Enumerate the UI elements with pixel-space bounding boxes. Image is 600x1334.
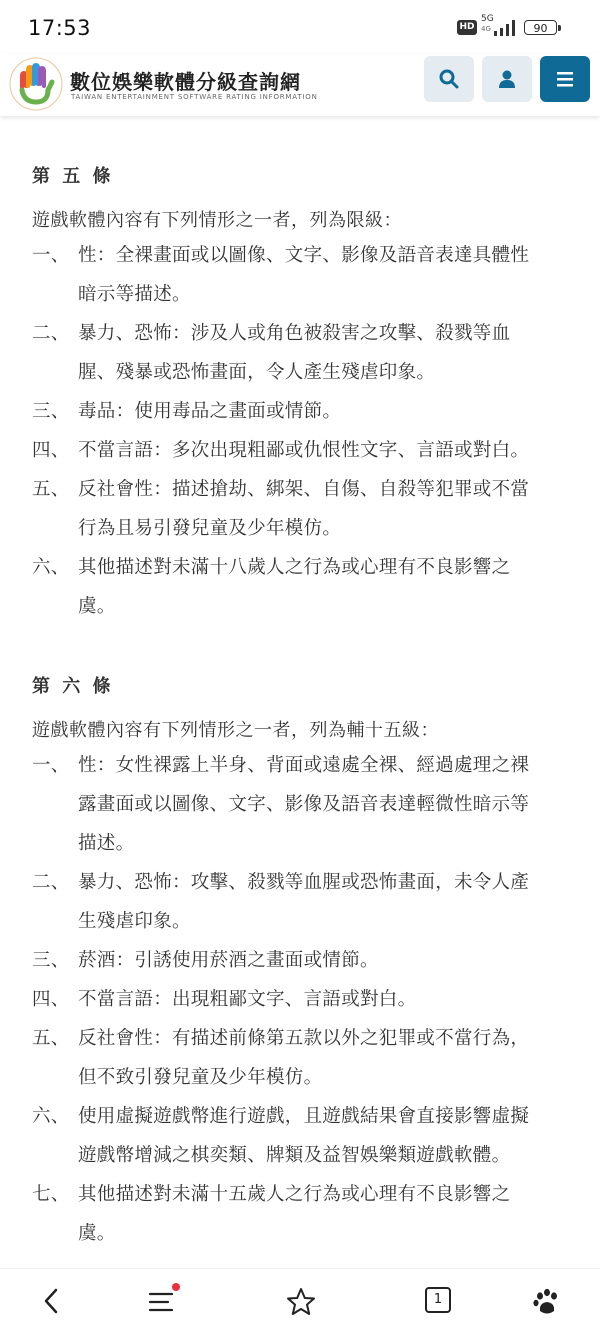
item-text: 毒品：使用毒品之畫面或情節。 — [78, 401, 342, 422]
item-text: 暴力、恐怖：涉及人或角色被殺害之攻擊、殺戮等血 — [78, 323, 511, 344]
list-item — [32, 1019, 572, 1097]
item-text: 不當言語：多次出現粗鄙或仇恨性文字、言語或對白。 — [78, 440, 530, 461]
list-item — [32, 746, 572, 863]
item-number: 七、 — [32, 1184, 70, 1205]
item-text: 腥、殘暴或恐怖畫面，令人產生殘虐印象。 — [78, 362, 436, 383]
item-text: 描述。 — [78, 833, 135, 854]
article-6 — [32, 672, 572, 1253]
article-items — [32, 236, 572, 626]
search-icon — [438, 68, 460, 90]
site-subtitle: TAIWAN ENTERTAINMENT SOFTWARE RATING INFORMATION — [71, 93, 318, 101]
site-header — [0, 54, 600, 116]
item-text: 其他描述對未滿十五歲人之行為或心理有不良影響之 — [78, 1184, 511, 1205]
status-bar — [0, 0, 600, 54]
item-text: 暴力、恐怖：攻擊、殺戮等血腥或恐怖畫面，未令人產 — [78, 872, 530, 893]
item-text: 遊戲幣增減之棋奕類、牌類及益智娛樂類遊戲軟體。 — [78, 1145, 511, 1166]
battery-indicator: 90 — [524, 20, 557, 35]
list-item — [32, 470, 572, 548]
item-number: 一、 — [32, 245, 70, 266]
list-item — [32, 941, 572, 980]
list-item — [32, 236, 572, 314]
site-logo-icon[interactable] — [8, 56, 64, 112]
item-text: 但不致引發兒童及少年模仿。 — [78, 1067, 323, 1088]
list-item — [32, 1175, 572, 1253]
clock: 17:53 — [28, 16, 92, 40]
network-subtype: 4G — [481, 25, 491, 33]
list-item — [32, 392, 572, 431]
item-number: 二、 — [32, 323, 70, 344]
list-item — [32, 431, 572, 470]
item-text: 性：女性裸露上半身、背面或遠處全裸、經過處理之裸 — [78, 755, 530, 776]
item-text: 使用虛擬遊戲幣進行遊戲，且遊戲結果會直接影響虛擬 — [78, 1106, 530, 1127]
item-text: 暗示等描述。 — [78, 284, 191, 305]
item-text: 露畫面或以圖像、文字、影像及語音表達輕微性暗示等 — [78, 794, 530, 815]
item-text: 虞。 — [78, 1223, 116, 1244]
article-5 — [32, 162, 572, 626]
item-text: 行為且易引發兒童及少年模仿。 — [78, 518, 342, 539]
menu-icon — [554, 68, 576, 90]
item-number: 五、 — [32, 1028, 70, 1049]
star-icon — [286, 1287, 316, 1317]
item-text: 虞。 — [78, 596, 116, 617]
menu-list-button[interactable] — [142, 1283, 182, 1319]
list-item — [32, 1097, 572, 1175]
bookmark-button[interactable] — [280, 1283, 320, 1319]
network-type: 5G — [481, 14, 494, 24]
item-number: 六、 — [32, 1106, 70, 1127]
hd-badge: HD — [457, 20, 477, 35]
article-title: 第 五 條 — [32, 166, 114, 187]
notification-dot — [172, 1283, 180, 1291]
item-text: 菸酒：引誘使用菸酒之畫面或情節。 — [78, 950, 379, 971]
list-item — [32, 314, 572, 392]
item-number: 六、 — [32, 557, 70, 578]
item-text: 性：全裸畫面或以圖像、文字、影像及語音表達具體性 — [78, 245, 530, 266]
user-icon — [496, 68, 518, 90]
browser-bottom-nav — [0, 1268, 600, 1334]
item-text: 生殘虐印象。 — [78, 911, 191, 932]
article-title: 第 六 條 — [32, 676, 114, 697]
back-button[interactable] — [32, 1283, 72, 1319]
item-text: 不當言語：出現粗鄙文字、言語或對白。 — [78, 989, 417, 1010]
article-intro: 遊戲軟體內容有下列情形之一者，列為限級： — [32, 210, 402, 231]
item-number: 二、 — [32, 872, 70, 893]
item-text: 反社會性：有描述前條第五款以外之犯罪或不當行為， — [78, 1028, 530, 1049]
item-number: 一、 — [32, 755, 70, 776]
back-icon — [38, 1287, 66, 1315]
item-number: 五、 — [32, 479, 70, 500]
list-item — [32, 980, 572, 1019]
item-number: 三、 — [32, 401, 70, 422]
article-intro: 遊戲軟體內容有下列情形之一者，列為輔十五級： — [32, 720, 439, 741]
list-item — [32, 548, 572, 626]
list-item — [32, 863, 572, 941]
item-number: 四、 — [32, 989, 70, 1010]
item-number: 四、 — [32, 440, 70, 461]
search-button[interactable] — [424, 56, 474, 102]
menu-button[interactable] — [540, 56, 590, 102]
item-text: 反社會性：描述搶劫、綁架、自傷、自殺等犯罪或不當 — [78, 479, 530, 500]
paw-icon — [532, 1287, 562, 1317]
site-title[interactable]: 數位娛樂軟體分級查詢網 — [70, 70, 301, 94]
paw-button[interactable] — [526, 1283, 566, 1319]
menu-list-icon — [148, 1287, 176, 1315]
signal-icon — [492, 18, 522, 38]
tabs-icon: 1 — [425, 1287, 451, 1313]
article-items — [32, 746, 572, 1253]
item-number: 三、 — [32, 950, 70, 971]
item-text: 其他描述對未滿十八歲人之行為或心理有不良影響之 — [78, 557, 511, 578]
user-button[interactable] — [482, 56, 532, 102]
tabs-button[interactable] — [418, 1283, 458, 1319]
